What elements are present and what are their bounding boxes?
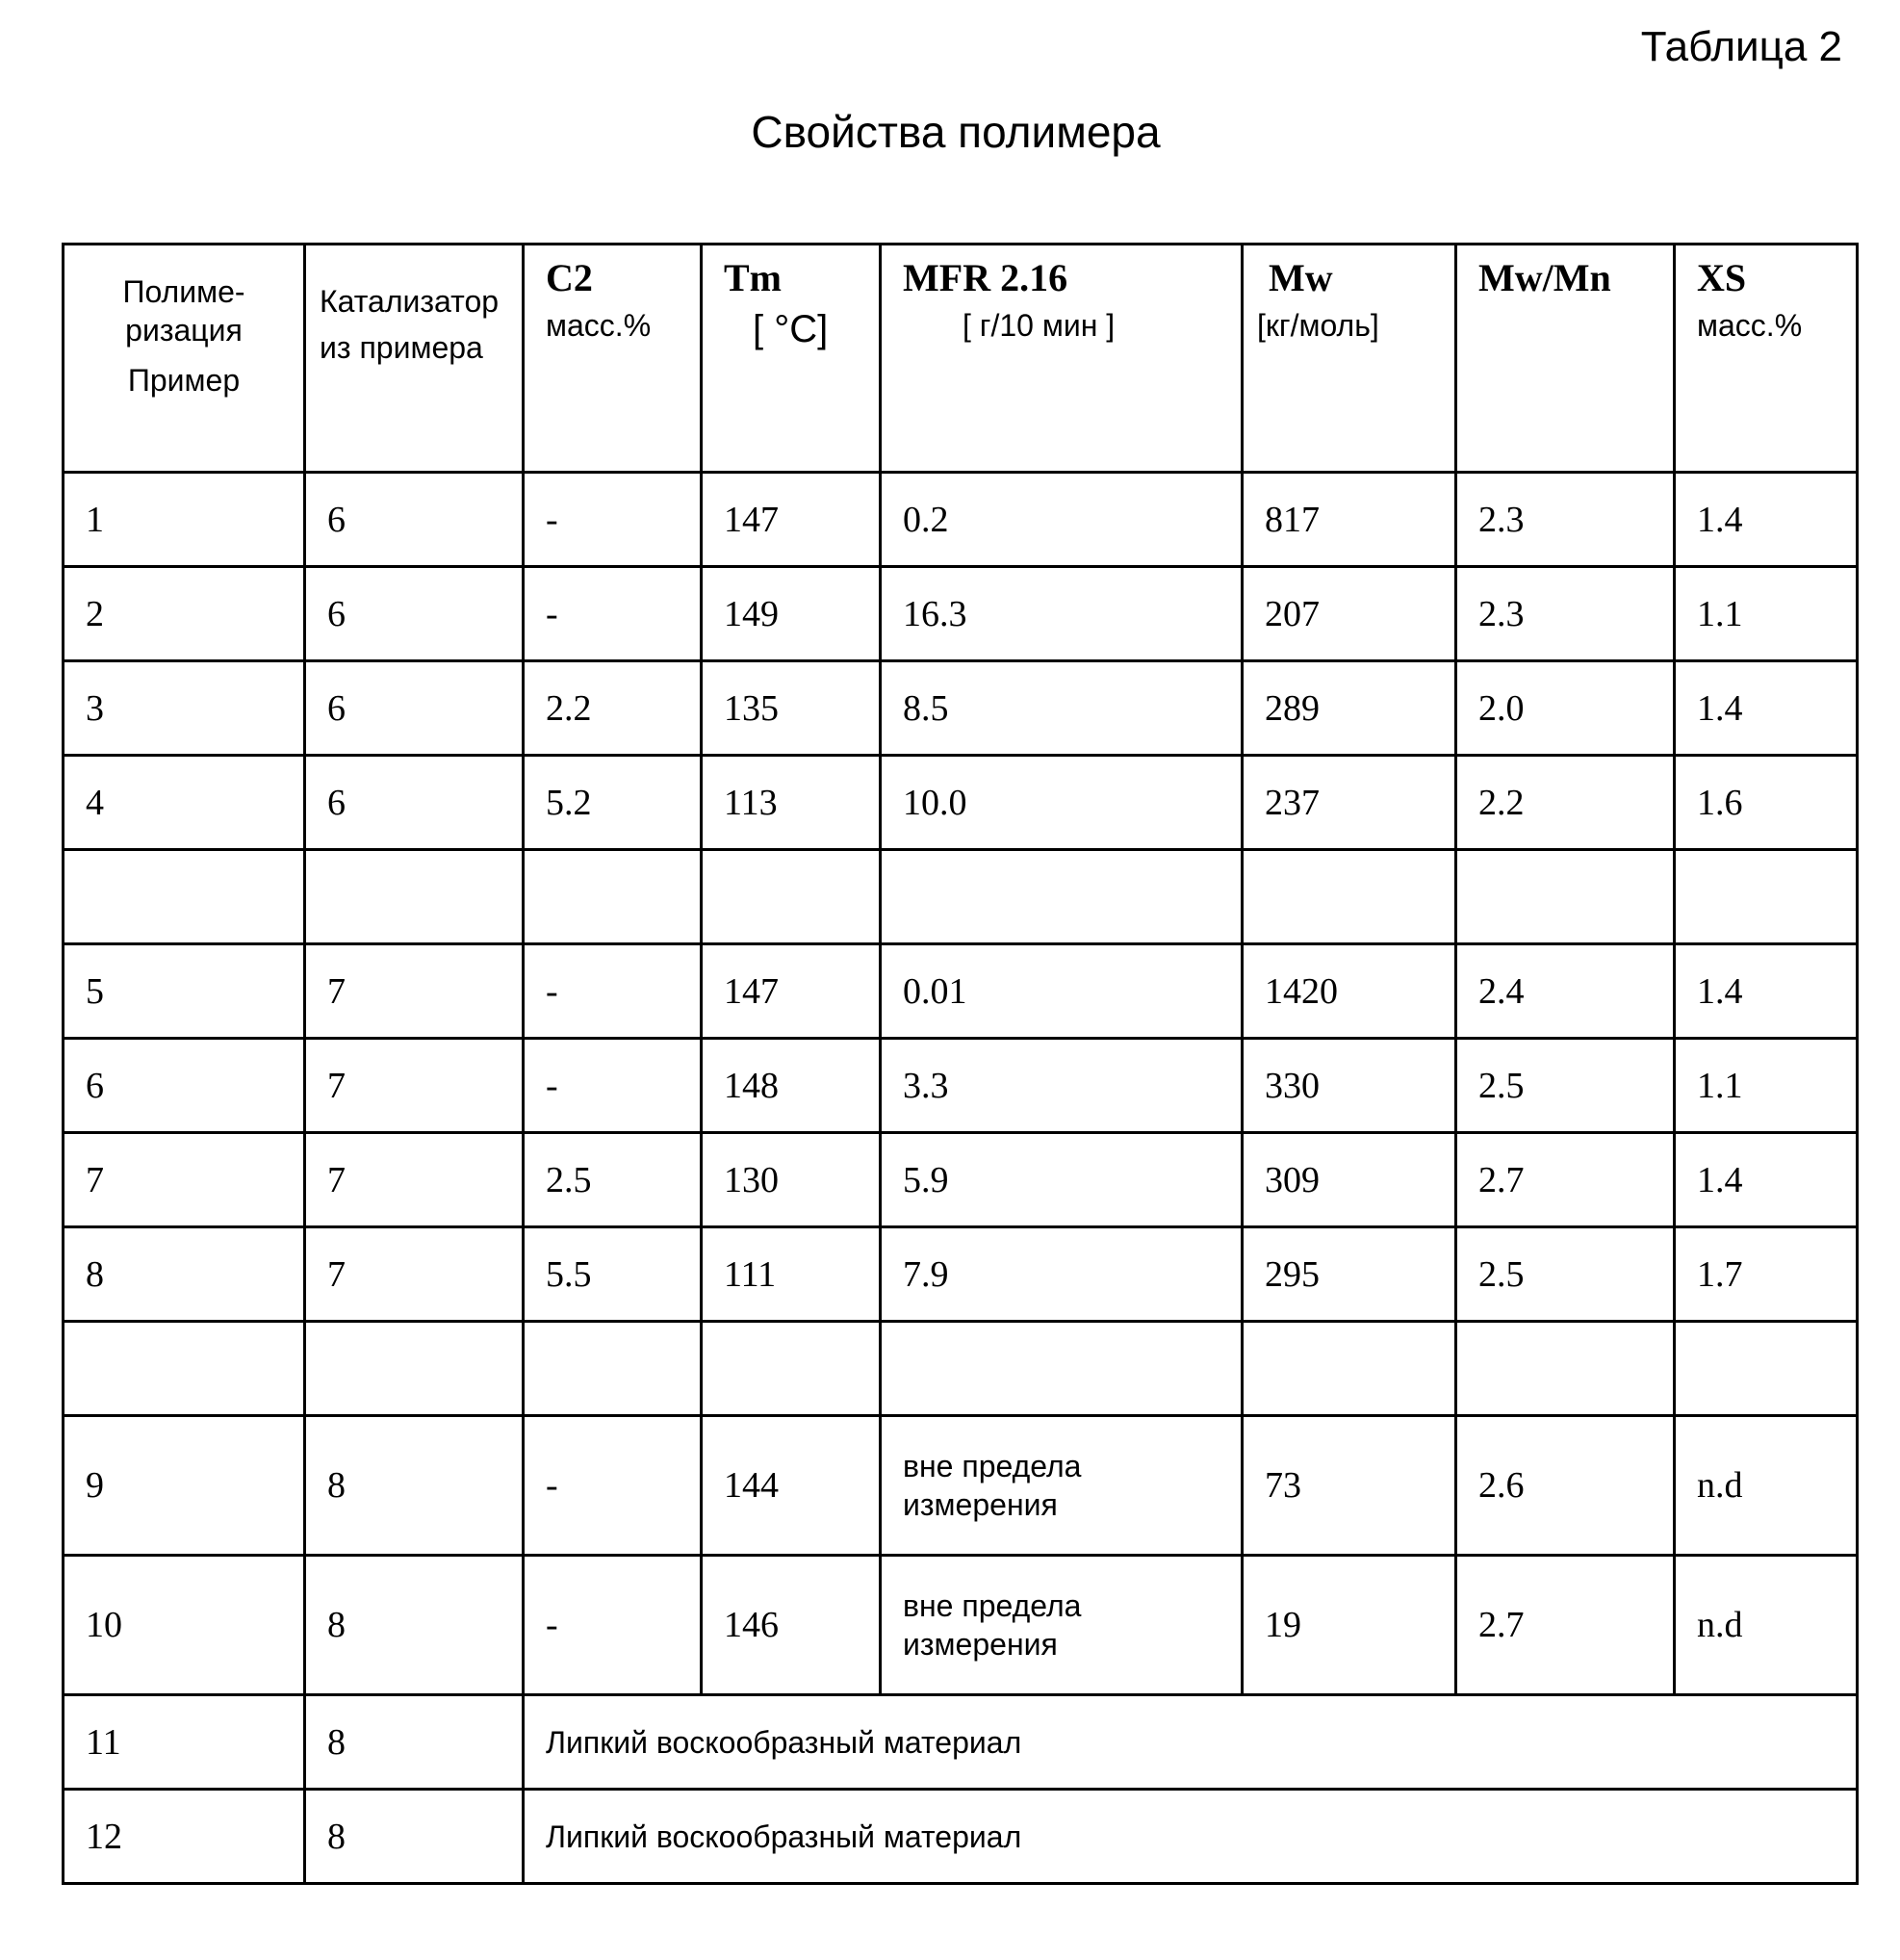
cell-example: 10 <box>64 1556 305 1695</box>
cell-mwmn: 2.7 <box>1456 1133 1675 1227</box>
table-caption: Таблица 2 <box>1641 23 1842 71</box>
table-row <box>64 1556 1858 1695</box>
cell-example: 9 <box>64 1416 305 1556</box>
cell-mfr: 10.0 <box>881 756 1243 850</box>
header-text: Tm <box>724 256 782 299</box>
header-text: [кг/моль] <box>1257 308 1433 344</box>
cell-c2: 2.5 <box>524 1133 702 1227</box>
header-c2 <box>524 245 702 473</box>
empty-cell <box>881 850 1243 944</box>
table-row <box>64 756 1858 850</box>
cell-catalyst: 8 <box>305 1695 524 1790</box>
cell-note: Липкий воскообразный материал <box>524 1790 1858 1884</box>
table-row <box>64 1133 1858 1227</box>
table-title: Свойства полимера <box>0 106 1900 158</box>
empty-cell <box>881 1322 1243 1416</box>
header-text: [ г/10 мин ] <box>903 308 1220 344</box>
cell-xs: n.d <box>1675 1416 1858 1556</box>
cell-tm: 149 <box>702 567 881 661</box>
cell-example: 11 <box>64 1695 305 1790</box>
cell-tm: 148 <box>702 1039 881 1133</box>
cell-mw: 817 <box>1243 473 1456 567</box>
cell-c2: - <box>524 944 702 1039</box>
empty-cell <box>1243 850 1456 944</box>
cell-example: 5 <box>64 944 305 1039</box>
cell-mfr: 8.5 <box>881 661 1243 756</box>
cell-catalyst: 8 <box>305 1556 524 1695</box>
cell-xs: 1.1 <box>1675 567 1858 661</box>
empty-cell <box>64 850 305 944</box>
table-row <box>64 1416 1858 1556</box>
cell-mw: 289 <box>1243 661 1456 756</box>
cell-catalyst: 7 <box>305 1133 524 1227</box>
cell-xs: 1.7 <box>1675 1227 1858 1322</box>
cell-example: 3 <box>64 661 305 756</box>
cell-example: 6 <box>64 1039 305 1133</box>
cell-tm: 130 <box>702 1133 881 1227</box>
cell-tm: 111 <box>702 1227 881 1322</box>
empty-cell <box>524 850 702 944</box>
empty-cell <box>1456 850 1675 944</box>
cell-mfr: 5.9 <box>881 1133 1243 1227</box>
empty-cell <box>1456 1322 1675 1416</box>
cell-example: 4 <box>64 756 305 850</box>
header-text: Катализатор <box>320 282 514 321</box>
cell-tm: 113 <box>702 756 881 850</box>
cell-xs: 1.4 <box>1675 473 1858 567</box>
cell-mwmn: 2.3 <box>1456 567 1675 661</box>
empty-cell <box>702 850 881 944</box>
cell-tm: 147 <box>702 473 881 567</box>
cell-catalyst: 8 <box>305 1790 524 1884</box>
cell-c2: - <box>524 473 702 567</box>
cell-mfr: 7.9 <box>881 1227 1243 1322</box>
table-row <box>64 1039 1858 1133</box>
cell-mfr: 0.2 <box>881 473 1243 567</box>
empty-row <box>64 850 1858 944</box>
header-text: [ °C] <box>724 308 858 351</box>
cell-c2: - <box>524 1039 702 1133</box>
empty-cell <box>524 1322 702 1416</box>
cell-catalyst: 7 <box>305 944 524 1039</box>
cell-catalyst: 6 <box>305 473 524 567</box>
header-row <box>64 245 1858 473</box>
cell-tm: 144 <box>702 1416 881 1556</box>
header-text: Полиме- <box>86 272 282 311</box>
header-mwmn <box>1456 245 1675 473</box>
cell-c2: 5.2 <box>524 756 702 850</box>
table-row <box>64 1227 1858 1322</box>
cell-xs: 1.6 <box>1675 756 1858 850</box>
header-text: XS <box>1697 256 1746 299</box>
header-text: масс.% <box>1697 308 1835 344</box>
cell-mwmn: 2.4 <box>1456 944 1675 1039</box>
cell-c2: 5.5 <box>524 1227 702 1322</box>
table-row <box>64 473 1858 567</box>
cell-xs: 1.4 <box>1675 944 1858 1039</box>
cell-mwmn: 2.6 <box>1456 1416 1675 1556</box>
cell-mw: 330 <box>1243 1039 1456 1133</box>
empty-row <box>64 1322 1858 1416</box>
cell-example: 8 <box>64 1227 305 1322</box>
cell-c2: - <box>524 1556 702 1695</box>
cell-xs: 1.1 <box>1675 1039 1858 1133</box>
cell-mw: 1420 <box>1243 944 1456 1039</box>
cell-catalyst: 6 <box>305 567 524 661</box>
cell-catalyst: 6 <box>305 661 524 756</box>
cell-mw: 237 <box>1243 756 1456 850</box>
table-row <box>64 661 1858 756</box>
cell-xs: n.d <box>1675 1556 1858 1695</box>
table-row <box>64 567 1858 661</box>
cell-mfr: вне предела измерения <box>881 1416 1243 1556</box>
cell-mfr: вне предела измерения <box>881 1556 1243 1695</box>
cell-mw: 73 <box>1243 1416 1456 1556</box>
cell-catalyst: 8 <box>305 1416 524 1556</box>
cell-mw: 309 <box>1243 1133 1456 1227</box>
cell-mwmn: 2.3 <box>1456 473 1675 567</box>
empty-cell <box>1243 1322 1456 1416</box>
empty-cell <box>64 1322 305 1416</box>
cell-example: 1 <box>64 473 305 567</box>
cell-mwmn: 2.5 <box>1456 1227 1675 1322</box>
cell-mfr: 3.3 <box>881 1039 1243 1133</box>
cell-c2: - <box>524 1416 702 1556</box>
cell-c2: - <box>524 567 702 661</box>
cell-catalyst: 6 <box>305 756 524 850</box>
header-text: ризация <box>86 311 282 349</box>
empty-cell <box>1675 1322 1858 1416</box>
cell-mwmn: 2.2 <box>1456 756 1675 850</box>
cell-mwmn: 2.5 <box>1456 1039 1675 1133</box>
header-mfr <box>881 245 1243 473</box>
header-mw <box>1243 245 1456 473</box>
header-text: Пример <box>86 361 282 400</box>
header-xs <box>1675 245 1858 473</box>
cell-tm: 146 <box>702 1556 881 1695</box>
cell-catalyst: 7 <box>305 1039 524 1133</box>
cell-catalyst: 7 <box>305 1227 524 1322</box>
empty-cell <box>1675 850 1858 944</box>
header-text: MFR 2.16 <box>903 256 1067 299</box>
header-example <box>64 245 305 473</box>
header-text: масс.% <box>546 308 679 344</box>
table-row <box>64 1695 1858 1790</box>
empty-cell <box>305 850 524 944</box>
empty-cell <box>702 1322 881 1416</box>
header-text: Mw/Mn <box>1478 256 1611 299</box>
polymer-properties-table <box>62 243 1859 1885</box>
header-catalyst <box>305 245 524 473</box>
table-row <box>64 944 1858 1039</box>
cell-mwmn: 2.7 <box>1456 1556 1675 1695</box>
header-text: из примера <box>320 328 514 367</box>
cell-xs: 1.4 <box>1675 1133 1858 1227</box>
cell-c2: 2.2 <box>524 661 702 756</box>
cell-mw: 295 <box>1243 1227 1456 1322</box>
cell-example: 2 <box>64 567 305 661</box>
header-text: Mw <box>1257 256 1333 299</box>
header-text: C2 <box>546 256 593 299</box>
cell-tm: 147 <box>702 944 881 1039</box>
cell-mw: 207 <box>1243 567 1456 661</box>
table-row <box>64 1790 1858 1884</box>
header-tm <box>702 245 881 473</box>
cell-tm: 135 <box>702 661 881 756</box>
cell-mwmn: 2.0 <box>1456 661 1675 756</box>
cell-note: Липкий воскообразный материал <box>524 1695 1858 1790</box>
cell-mfr: 16.3 <box>881 567 1243 661</box>
empty-cell <box>305 1322 524 1416</box>
cell-xs: 1.4 <box>1675 661 1858 756</box>
cell-mfr: 0.01 <box>881 944 1243 1039</box>
cell-example: 12 <box>64 1790 305 1884</box>
cell-mw: 19 <box>1243 1556 1456 1695</box>
cell-example: 7 <box>64 1133 305 1227</box>
